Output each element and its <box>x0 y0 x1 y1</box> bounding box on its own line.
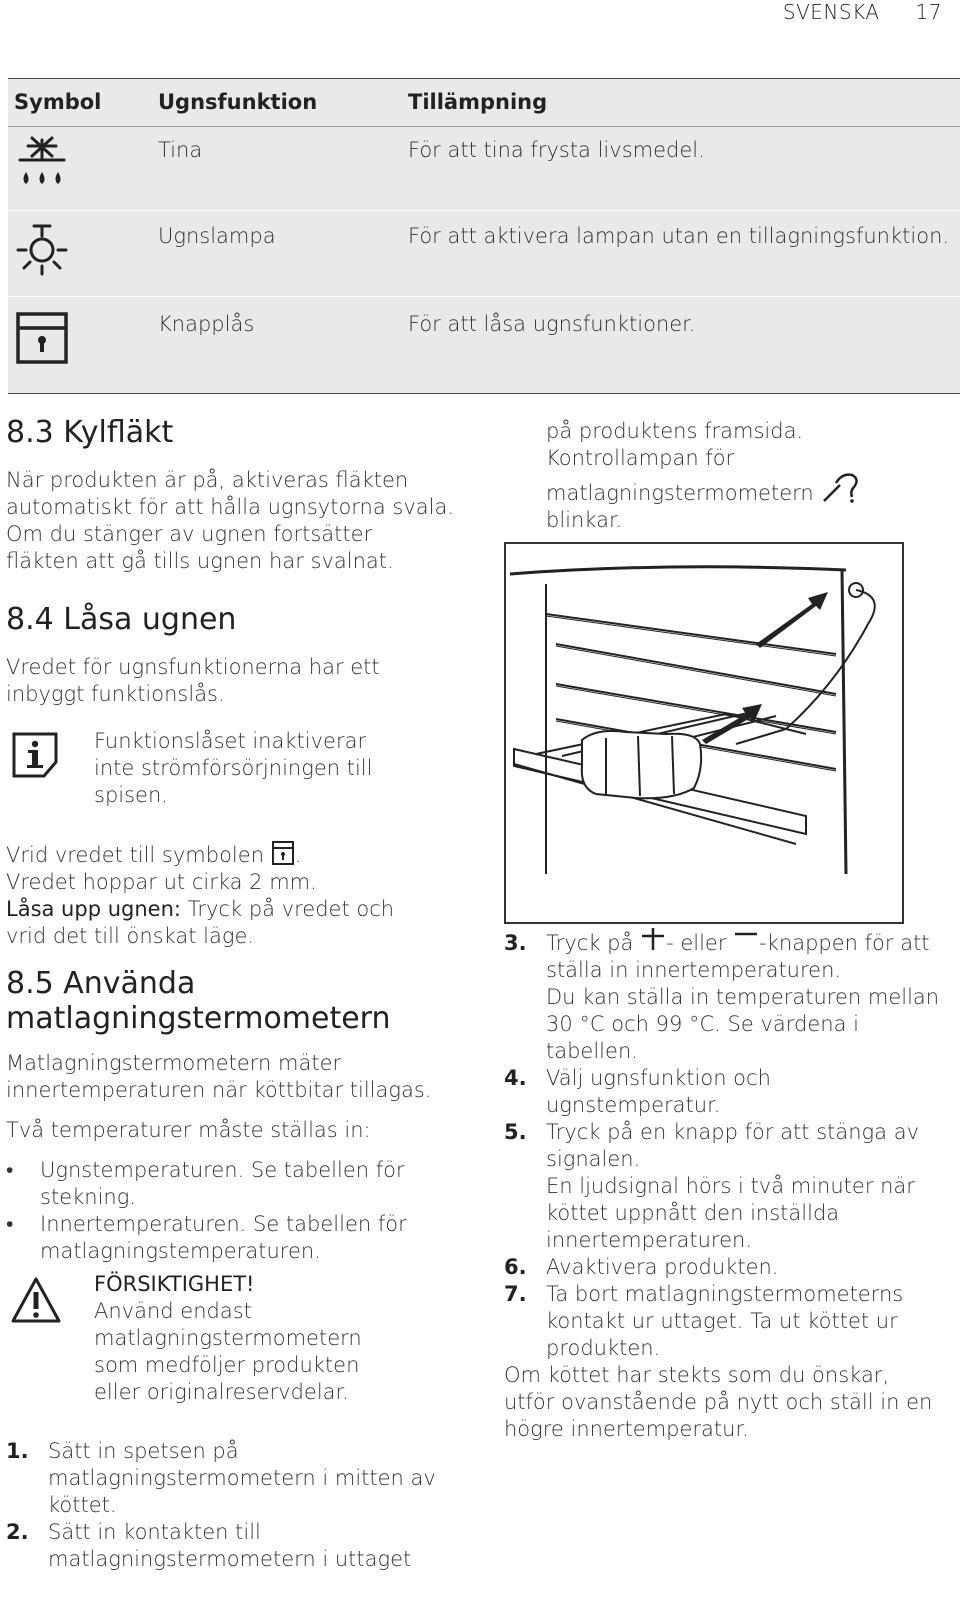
col-function-header: Ugnsfunktion <box>158 90 318 114</box>
text-line: på produktens framsida. <box>546 419 804 443</box>
knob-lock-icon <box>14 310 70 366</box>
text-line: Du kan ställa in temperaturen mellan <box>546 985 940 1009</box>
list-item <box>6 1211 407 1265</box>
text-line: En ljudsignal hörs i två minuter när <box>546 1174 915 1198</box>
closing-paragraph <box>504 1362 960 1443</box>
text-line: 30 °C och 99 °C. Se värdena i <box>546 1012 859 1036</box>
text-line: som medföljer produkten <box>94 1353 360 1377</box>
text-line: matlagningstermometern <box>546 481 814 505</box>
list-item <box>504 1254 960 1281</box>
text-line: innertemperaturen när köttbitar tillagas. <box>6 1078 432 1102</box>
text-line: matlagningstermometern <box>94 1326 362 1350</box>
step-number: 2. <box>6 1520 29 1544</box>
steps-left <box>6 1438 436 1573</box>
minus-icon <box>733 926 759 952</box>
text-line: Kontrollampan för <box>546 446 735 470</box>
text-line: Tryck på vredet och <box>180 897 395 921</box>
info-icon <box>10 732 60 778</box>
defrost-icon <box>14 136 70 192</box>
row-lamp-application: För att aktivera lampan utan en tillagningsfunktion. <box>408 224 950 248</box>
oven-probe-illustration <box>506 544 902 922</box>
list-item <box>6 1519 436 1573</box>
info-note <box>94 728 372 809</box>
row-lock-function: Knapplås <box>158 312 255 336</box>
title-line: matlagningstermometern <box>6 1001 391 1036</box>
text-line: signalen. <box>546 1147 641 1171</box>
text-line: köttet. <box>48 1493 117 1517</box>
text-line: innertemperaturen. <box>546 1228 752 1252</box>
text-line: tabellen. <box>546 1039 638 1063</box>
warning-title: FÖRSIKTIGHET! <box>94 1272 255 1296</box>
text-line: • Innertemperaturen. Se tabellen för <box>40 1212 407 1236</box>
unlock-label: Låsa upp ugnen: <box>6 897 181 921</box>
list-item <box>504 1065 960 1119</box>
text-line: vrid det till önskat läge. <box>6 924 255 948</box>
row-divider <box>8 296 960 297</box>
page-header <box>783 0 942 24</box>
text-line: ställa in innertemperaturen. <box>546 958 842 982</box>
text-line: Avaktivera produkten. <box>546 1255 779 1279</box>
text-line: Sätt in spetsen på <box>48 1439 239 1463</box>
step-number: 4. <box>504 1066 527 1090</box>
step-number: 7. <box>504 1282 527 1306</box>
text-line: När produkten är på, aktiveras fläkten <box>6 468 409 492</box>
text-line: Sätt in kontakten till <box>48 1520 261 1544</box>
text-line: blinkar. <box>546 508 623 532</box>
text-line: Vredet för ugnsfunktionerna har ett <box>6 655 380 679</box>
table-bottom-rule <box>8 393 960 394</box>
row-lamp-function: Ugnslampa <box>158 224 276 248</box>
text-line: Vrid vredet till symbolen <box>6 843 264 867</box>
meat-probe-icon <box>820 471 864 505</box>
text-line: högre innertemperatur. <box>504 1417 749 1441</box>
section-8-5-title <box>6 966 391 1036</box>
warning-note <box>94 1271 362 1406</box>
text-line: - eller <box>666 931 727 955</box>
text-line: ugnstemperatur. <box>546 1093 721 1117</box>
text-line: . <box>294 843 302 867</box>
section-8-3-title: 8.3 Kylfläkt <box>6 415 174 450</box>
text-line: inbyggt funktionslås. <box>6 682 225 706</box>
text-line: Funktionslåset inaktiverar <box>94 729 367 753</box>
row-lock-application: För att låsa ugnsfunktioner. <box>408 312 696 336</box>
knob-lock-icon <box>271 840 295 866</box>
text-line: matlagningstermometern i uttaget <box>48 1547 412 1571</box>
section-8-4-title: 8.4 Låsa ugnen <box>6 602 237 637</box>
oven-probe-illustration <box>504 542 904 924</box>
text-line: matlagningstemperaturen. <box>40 1239 321 1263</box>
list-item <box>6 1157 407 1211</box>
text-line: eller originalreservdelar. <box>94 1380 349 1404</box>
right-continuation <box>546 418 864 534</box>
title-line: 8.5 Använda <box>6 966 196 1001</box>
table-top-rule <box>8 78 960 79</box>
text-line: köttet uppnått den inställda <box>546 1201 840 1225</box>
steps-right <box>504 930 960 1443</box>
step-number: 1. <box>6 1439 29 1463</box>
warning-icon <box>10 1276 62 1324</box>
text-line: Om köttet har stekts som du önskar, <box>504 1363 890 1387</box>
temperature-bullets <box>6 1157 407 1265</box>
text-line: Tryck på en knapp för att stänga av <box>546 1120 919 1144</box>
table-header-rule <box>8 126 960 127</box>
language-label: SVENSKA <box>782 0 880 24</box>
text-line: spisen. <box>94 783 168 807</box>
section-8-4-text <box>6 654 380 708</box>
row-defrost-application: För att tina frysta livsmedel. <box>408 138 705 162</box>
text-line: Vredet hoppar ut cirka 2 mm. <box>6 870 317 894</box>
plus-icon <box>640 926 666 952</box>
page-number: 17 <box>915 0 942 24</box>
list-item <box>504 1281 960 1362</box>
col-symbol-header: Symbol <box>14 90 102 114</box>
list-item <box>504 930 960 1065</box>
text-line: inte strömförsörjningen till <box>94 756 373 780</box>
row-divider <box>8 210 960 211</box>
text-line: Välj ugnsfunktion och <box>546 1066 771 1090</box>
text-line: utför ovanstående på nytt och ställ in en <box>504 1390 933 1414</box>
text-line: -knappen för att <box>759 931 930 955</box>
function-table <box>8 78 960 394</box>
section-8-3-text <box>6 467 454 575</box>
text-line: produkten. <box>546 1336 661 1360</box>
col-application-header: Tillämpning <box>408 90 548 114</box>
step-number: 5. <box>504 1120 527 1144</box>
row-defrost-function: Tina <box>158 138 203 162</box>
text-line: Om du stänger av ugnen fortsätter <box>6 522 373 546</box>
text-line: matlagningstermometern i mitten av <box>48 1466 436 1490</box>
oven-lamp-icon <box>14 222 70 278</box>
section-8-4-instructions <box>6 842 394 950</box>
text-line: • Ugnstemperaturen. Se tabellen för <box>40 1158 405 1182</box>
text-line: Tryck på <box>546 931 634 955</box>
list-item <box>504 1119 960 1254</box>
two-temps-text: Två temperaturer måste ställas in: <box>6 1118 371 1142</box>
text-line: stekning. <box>40 1185 136 1209</box>
text-line: Ta bort matlagningstermometerns <box>546 1282 904 1306</box>
text-line: kontakt ur uttaget. Ta ut köttet ur <box>546 1309 898 1333</box>
list-item <box>6 1438 436 1519</box>
text-line: fläkten att gå tills ugnen har svalnat. <box>6 549 394 573</box>
text-line: automatiskt för att hålla ugnsytorna svala. <box>6 495 455 519</box>
text-line: Använd endast <box>94 1299 252 1323</box>
text-line: Matlagningstermometern mäter <box>6 1051 342 1075</box>
section-8-5-intro <box>6 1050 431 1104</box>
step-number: 6. <box>504 1255 527 1279</box>
step-number: 3. <box>504 931 527 955</box>
